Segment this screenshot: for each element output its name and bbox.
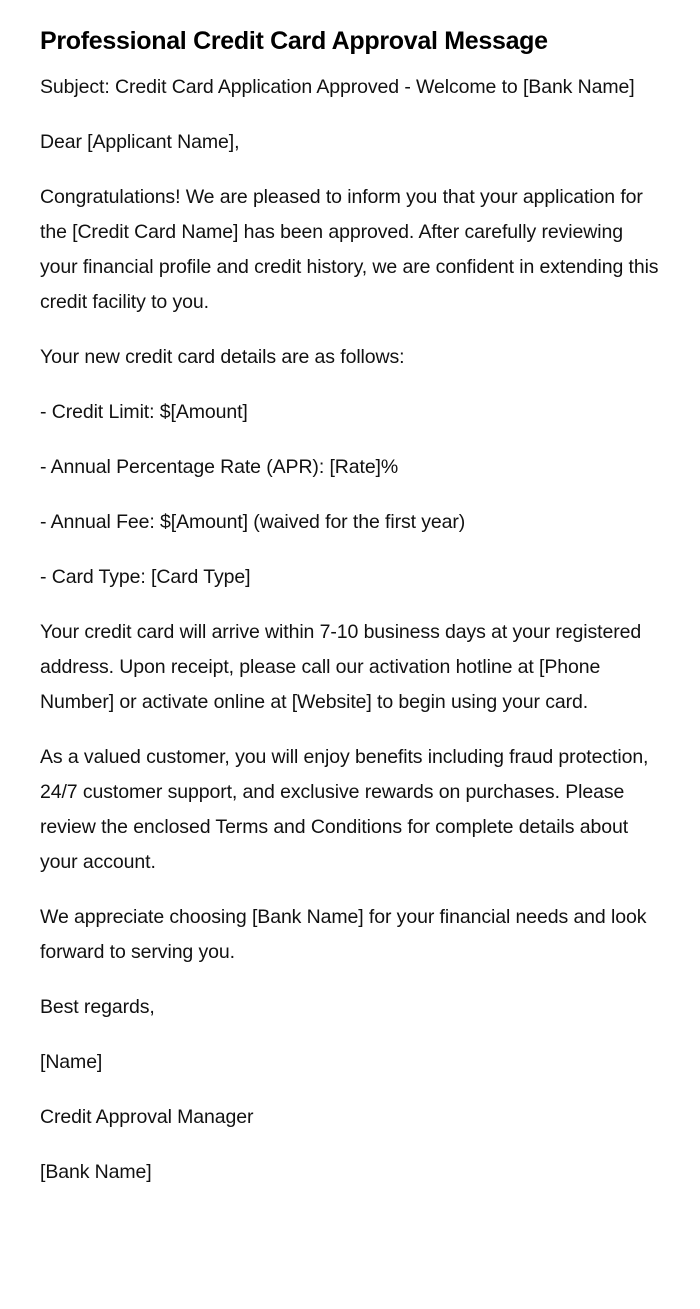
detail-annual-fee: - Annual Fee: $[Amount] (waived for the first year) — [40, 511, 466, 533]
benefits-paragraph: As a valued customer, you will enjoy benefits including fraud protection, 24/7 customer support, and exclusive rewards on purchases. Please review the enclosed Terms and Conditions for complete details about your account. — [40, 746, 649, 873]
salutation: Dear [Applicant Name], — [40, 131, 240, 153]
signer-bank: [Bank Name] — [40, 1161, 152, 1183]
signer-title: Credit Approval Manager — [40, 1106, 254, 1128]
approval-paragraph: Congratulations! We are pleased to inform you that your application for the [Credit Card Name] has been approved. After carefully reviewing your financial profile and credit history, we are confident in extending this credit facility to you. — [40, 186, 659, 313]
sign-off: Best regards, — [40, 996, 155, 1018]
delivery-paragraph: Your credit card will arrive within 7-10 business days at your registered address. Upon receipt, please call our activation hotline at [Phone Number] or activate online at [Website] to begin using your card. — [40, 621, 642, 713]
detail-apr: - Annual Percentage Rate (APR): [Rate]% — [40, 456, 399, 478]
signer-name: [Name] — [40, 1051, 103, 1073]
document-title: Professional Credit Card Approval Message — [40, 27, 548, 55]
details-intro: Your new credit card details are as follows: — [40, 346, 405, 368]
closing-paragraph: We appreciate choosing [Bank Name] for your financial needs and look forward to serving you. — [40, 906, 647, 963]
subject-line: Subject: Credit Card Application Approved - Welcome to [Bank Name] — [40, 76, 635, 98]
detail-card-type: - Card Type: [Card Type] — [40, 566, 251, 588]
detail-credit-limit: - Credit Limit: $[Amount] — [40, 401, 248, 423]
